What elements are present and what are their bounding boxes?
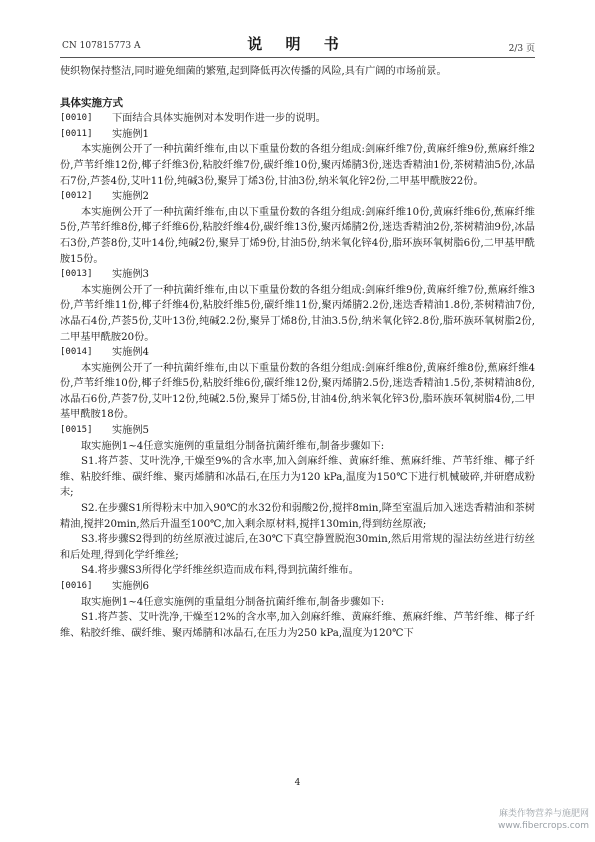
watermark-url: www.fibercrops.com [498,821,589,831]
paragraph-number: [0011] [60,128,93,139]
page-number: 4 [294,778,301,788]
paragraph [60,345,535,361]
paragraph-number: [0013] [60,269,93,280]
paragraph-text: 本实施例公开了一种抗菌纤维布,由以下重量份数的各组分组成:剑麻纤维9份,黄麻纤维7份,蕉麻纤维3份,芦苇纤维11份,椰子纤维4份,粘胶纤维5份,碳纤维11份,聚丙烯腈2.2份,迷迭香精油1.8份,茶树精油7份,冰晶石4份,芦荟5份,艾叶13份,纯碱2.2份,聚异丁烯8份,甘油3.5份,纳米氧化锌2.8份,脂环族环氧树脂2份,二甲基甲酰胺20份。 [60,284,535,343]
paragraph-number: [0010] [60,113,93,124]
paragraph [60,579,535,595]
paragraph [60,111,535,127]
page-ratio: 2/3 页 [508,44,535,54]
document-title: 说 明 书 [247,35,348,53]
paragraph-text: 下面结合具体实施例对本发明作进一步的说明。 [112,113,326,125]
paragraph-number: [0012] [60,191,93,202]
example-heading: 实施例5 [112,425,150,437]
paragraph [60,127,535,143]
paragraph-text: 本实施例公开了一种抗菌纤维布,由以下重量份数的各组分组成:剑麻纤维10份,黄麻纤维6份,蕉麻纤维5份,芦苇纤维8份,椰子纤维6份,粘胶纤维4份,碳纤维13份,聚丙烯腈2份,迷迭香精油2份,茶树精油9份,冰晶石3份,芦荟8份,艾叶14份,纯碱2份,聚异丁烯9份,甘油5份,纳米氧化锌4份,脂环族环氧树脂6份,二甲基甲酰胺15份。 [60,206,535,265]
paragraph [60,267,535,283]
paragraph [60,189,535,205]
header-divider [60,57,535,58]
watermark-name: 麻类作物营养与施肥网 [498,809,589,819]
example-heading: 实施例2 [112,191,150,203]
step-s4: S4.将步骤S3所得化学纤维丝织造而成布料,得到抗菌纤维布。 [81,565,359,577]
example-heading: 实施例6 [112,581,150,592]
paragraph-text: 本实施例公开了一种抗菌纤维布,由以下重量份数的各组分组成:剑麻纤维7份,黄麻纤维9份,蕉麻纤维2份,芦苇纤维12份,椰子纤维3份,粘胶纤维7份,碳纤维10份,聚丙烯腈3份,迷迭香精油1份,茶树精油5份,冰晶石7份,芦荟4份,艾叶11份,纯碱3份,聚异丁烯3份,甘油3份,纳米氧化锌2份,二甲基甲酰胺22份。 [60,144,535,187]
step-s3: S3.将步骤S2得到的纺丝原液过滤后,在30℃下真空静置脱泡30min,然后用常规的湿法纺丝进行纺丝和后处理,得到化学纤维丝; [60,534,535,561]
step-s1: S1.将芦荟、艾叶洗净,干燥至12%的含水率,加入剑麻纤维、黄麻纤维、蕉麻纤维、芦苇纤维、椰子纤维、粘胶纤维、碳纤维、聚丙烯腈和冰晶石,在压力为250 kPa,温度为120℃下 [60,612,535,639]
example-heading: 实施例1 [112,128,150,140]
intro-tail: 使织物保持整洁,同时避免细菌的繁殖,起到降低再次传播的风险,具有广阔的市场前景。 [60,66,447,77]
step-s1: S1.将芦荟、艾叶洗净,干燥至9%的含水率,加入剑麻纤维、黄麻纤维、蕉麻纤维、芦苇纤维、椰子纤维、粘胶纤维、碳纤维、聚丙烯腈和冰晶石,在压力为120 kPa,温度为150℃下进行机械破碎,并研磨成粉末; [60,456,535,499]
paragraph [60,423,535,439]
paragraph-number: [0015] [60,425,93,436]
example-heading: 实施例3 [112,269,150,281]
paragraph-number: [0016] [60,581,93,591]
document-body [60,64,535,641]
patent-number: CN 107815773 A [62,41,141,51]
paragraph-text: 本实施例公开了一种抗菌纤维布,由以下重量份数的各组分组成:剑麻纤维8份,黄麻纤维8份,蕉麻纤维4份,芦苇纤维10份,椰子纤维5份,粘胶纤维6份,碳纤维12份,聚丙烯腈2.5份,迷迭香精油1.5份,茶树精油8份,冰晶石6份,芦荟7份,艾叶12份,纯碱2.5份,聚异丁烯5份,甘油4份,纳米氧化锌3份,脂环族环氧树脂4份,二甲基甲酰胺18份。 [60,362,535,421]
example-heading: 实施例4 [112,347,150,359]
site-watermark [498,808,589,832]
paragraph-number: [0014] [60,347,93,358]
step-s2: S2.在步骤S1所得粉末中加入90℃的水32份和弱酸2份,搅拌8min,降至室温后加入迷迭香精油和茶树精油,搅拌20min,然后升温至100℃,加入剩余原材料,搅拌130min,得到纺丝原液; [60,503,535,530]
paragraph-text: 取实施例1~4任意实施例的重量组分制备抗菌纤维布,制备步骤如下: [81,596,385,608]
section-title: 具体实施方式 [60,96,123,109]
paragraph-text: 取实施例1~4任意实施例的重量组分制备抗菌纤维布,制备步骤如下: [81,440,385,452]
